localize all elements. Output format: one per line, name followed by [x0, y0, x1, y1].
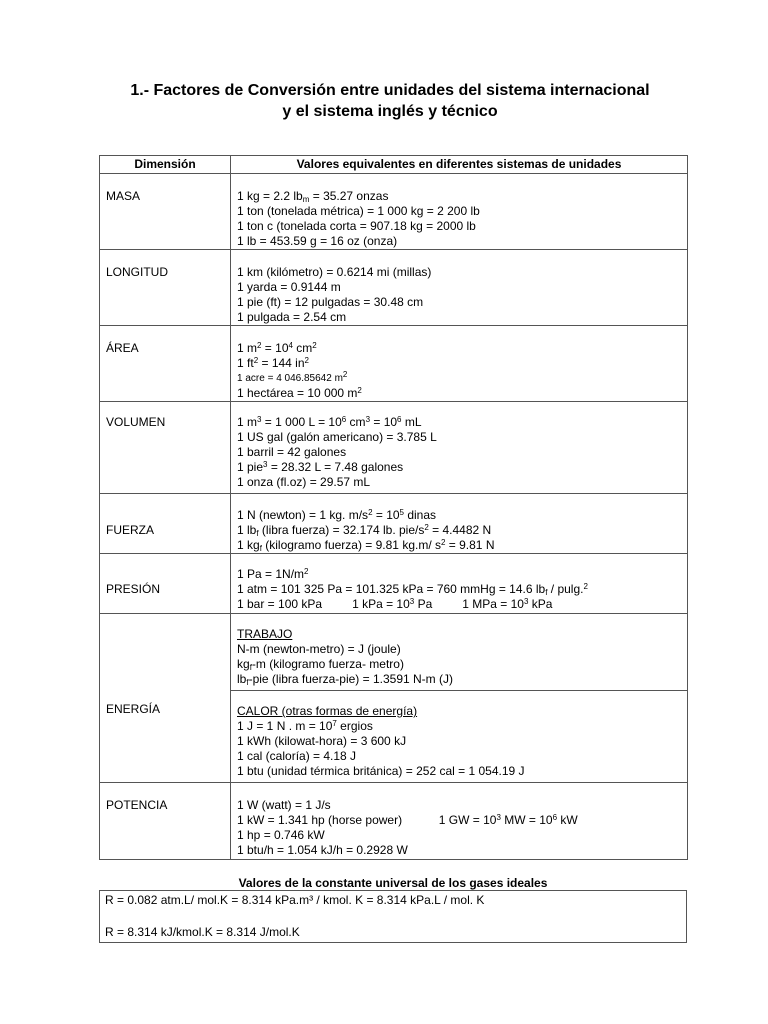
gas-constant-box	[99, 890, 687, 943]
table-row-masa	[100, 174, 688, 250]
header-dimension: Dimensión	[100, 156, 231, 174]
values-energia	[231, 614, 688, 783]
values-area: 1 $m^2 = 10^4$ $cm^2$ 1 $ft^2 = 144$ $in^2$ 1 acre = 4 046.85642 $m^2$ 1 hectárea = 10 000 $m^2$	[231, 326, 688, 402]
conversion-table	[99, 155, 688, 860]
values-potencia: 1 W (watt) = 1 J/s 1 kW = 1.341 hp (horse power) 1 GW = $10^3$ MW = $10^6$ kW 1 hp = 0.746 kW 1 btu/h = 1.054 kJ/h = 0.2928 W	[231, 783, 688, 860]
dimension-masa: MASA	[100, 174, 231, 250]
gas-constant-line-2: R = 8.314 kJ/kmol.K = 8.314 J/mol.K	[105, 925, 300, 939]
gas-constant-line-1: R = 0.082 atm.L/ mol.K = 8.314 kPa.m³ / kmol. K = 8.314 kPa.L / mol. K	[105, 893, 485, 907]
title-line-2: y el sistema inglés y técnico	[282, 103, 498, 120]
dimension-energia: ENERGÍA	[100, 614, 231, 783]
table-row-potencia	[100, 783, 688, 860]
gas-constant-title: Valores de la constante universal de los gases ideales	[238, 876, 548, 890]
dimension-area: ÁREA	[100, 326, 231, 402]
table-header-row	[100, 156, 688, 174]
dimension-longitud: LONGITUD	[100, 250, 231, 326]
table-row-volumen	[100, 402, 688, 494]
values-masa: 1 kg = 2.2 $lb_m = 35.27$ onzas 1 ton (tonelada métrica) = 1 000 kg = 2 200 lb 1 ton c (tonelada corta = 907.18 kg = 2000 lb 1 lb = 453.59 g = 16 oz (onza)	[231, 174, 688, 250]
dimension-fuerza: FUERZA	[100, 494, 231, 554]
title-line-1: 1.- Factores de Conversión entre unidades del sistema internacional	[130, 82, 650, 99]
values-longitud: 1 km (kilómetro) = 0.6214 mi (millas) 1 yarda = 0.9144 m 1 pie (ft) = 12 pulgadas = 30.48 cm 1 pulgada = 2.54 cm	[231, 250, 688, 326]
table-row-longitud	[100, 250, 688, 326]
energia-calor-block: CALOR (otras formas de energía) 1 J = 1 N . $m = 10^7$ ergios 1 kWh (kilowat-hora) = 3 600 kJ 1 cal (caloría) = 4.18 J 1 btu (unidad térmica británica) = 252 cal = 1 054.19 J	[237, 704, 525, 778]
values-fuerza: 1 N (newton) = 1 kg. $m/s^2 = 10^5$ dinas 1 $lb_f$ (libra fuerza) = 32.174 lb. pie/$s^2 = 4.4482$ N 1 $kg_f$ (kilogramo fuerza) = 9.81 kg.m/ $s^2 = 9.81$ N	[231, 494, 688, 554]
values-presion: 1 $Pa = 1N/m^2$ 1 atm = 101 325 Pa = 101.325 kPa = 760 mmHg = 14.6 $lb_f / pulg.^2$ 1 bar = 100 kPa 1 kPa = $10^3$ Pa 1 MPa = $10^3$ kPa	[231, 554, 688, 614]
dimension-presion: PRESIÓN	[100, 554, 231, 614]
header-values: Valores equivalentes en diferentes sistemas de unidades	[231, 156, 688, 174]
table-row-area	[100, 326, 688, 402]
table-row-presion	[100, 554, 688, 614]
energia-trabajo-block: TRABAJO N-m (newton-metro) = J (joule) $kg_f-m$ (kilogramo fuerza- metro) $lb_f$-pie (libra fuerza-pie) = 1.3591 N-m (J)	[231, 614, 687, 691]
dimension-potencia: POTENCIA	[100, 783, 231, 860]
document-title	[60, 80, 720, 122]
dimension-volumen: VOLUMEN	[100, 402, 231, 494]
values-volumen: 1 $m^3 = 1$ 000 $L = 10^6$ $cm^3 = 10^6$ mL 1 US gal (galón americano) = 3.785 L 1 barril = 42 galones 1 pie$^3$ = 28.32 L = 7.48 galones 1 onza (fl.oz) = 29.57 mL	[231, 402, 688, 494]
table-row-energia	[100, 614, 688, 783]
table-row-fuerza	[100, 494, 688, 554]
